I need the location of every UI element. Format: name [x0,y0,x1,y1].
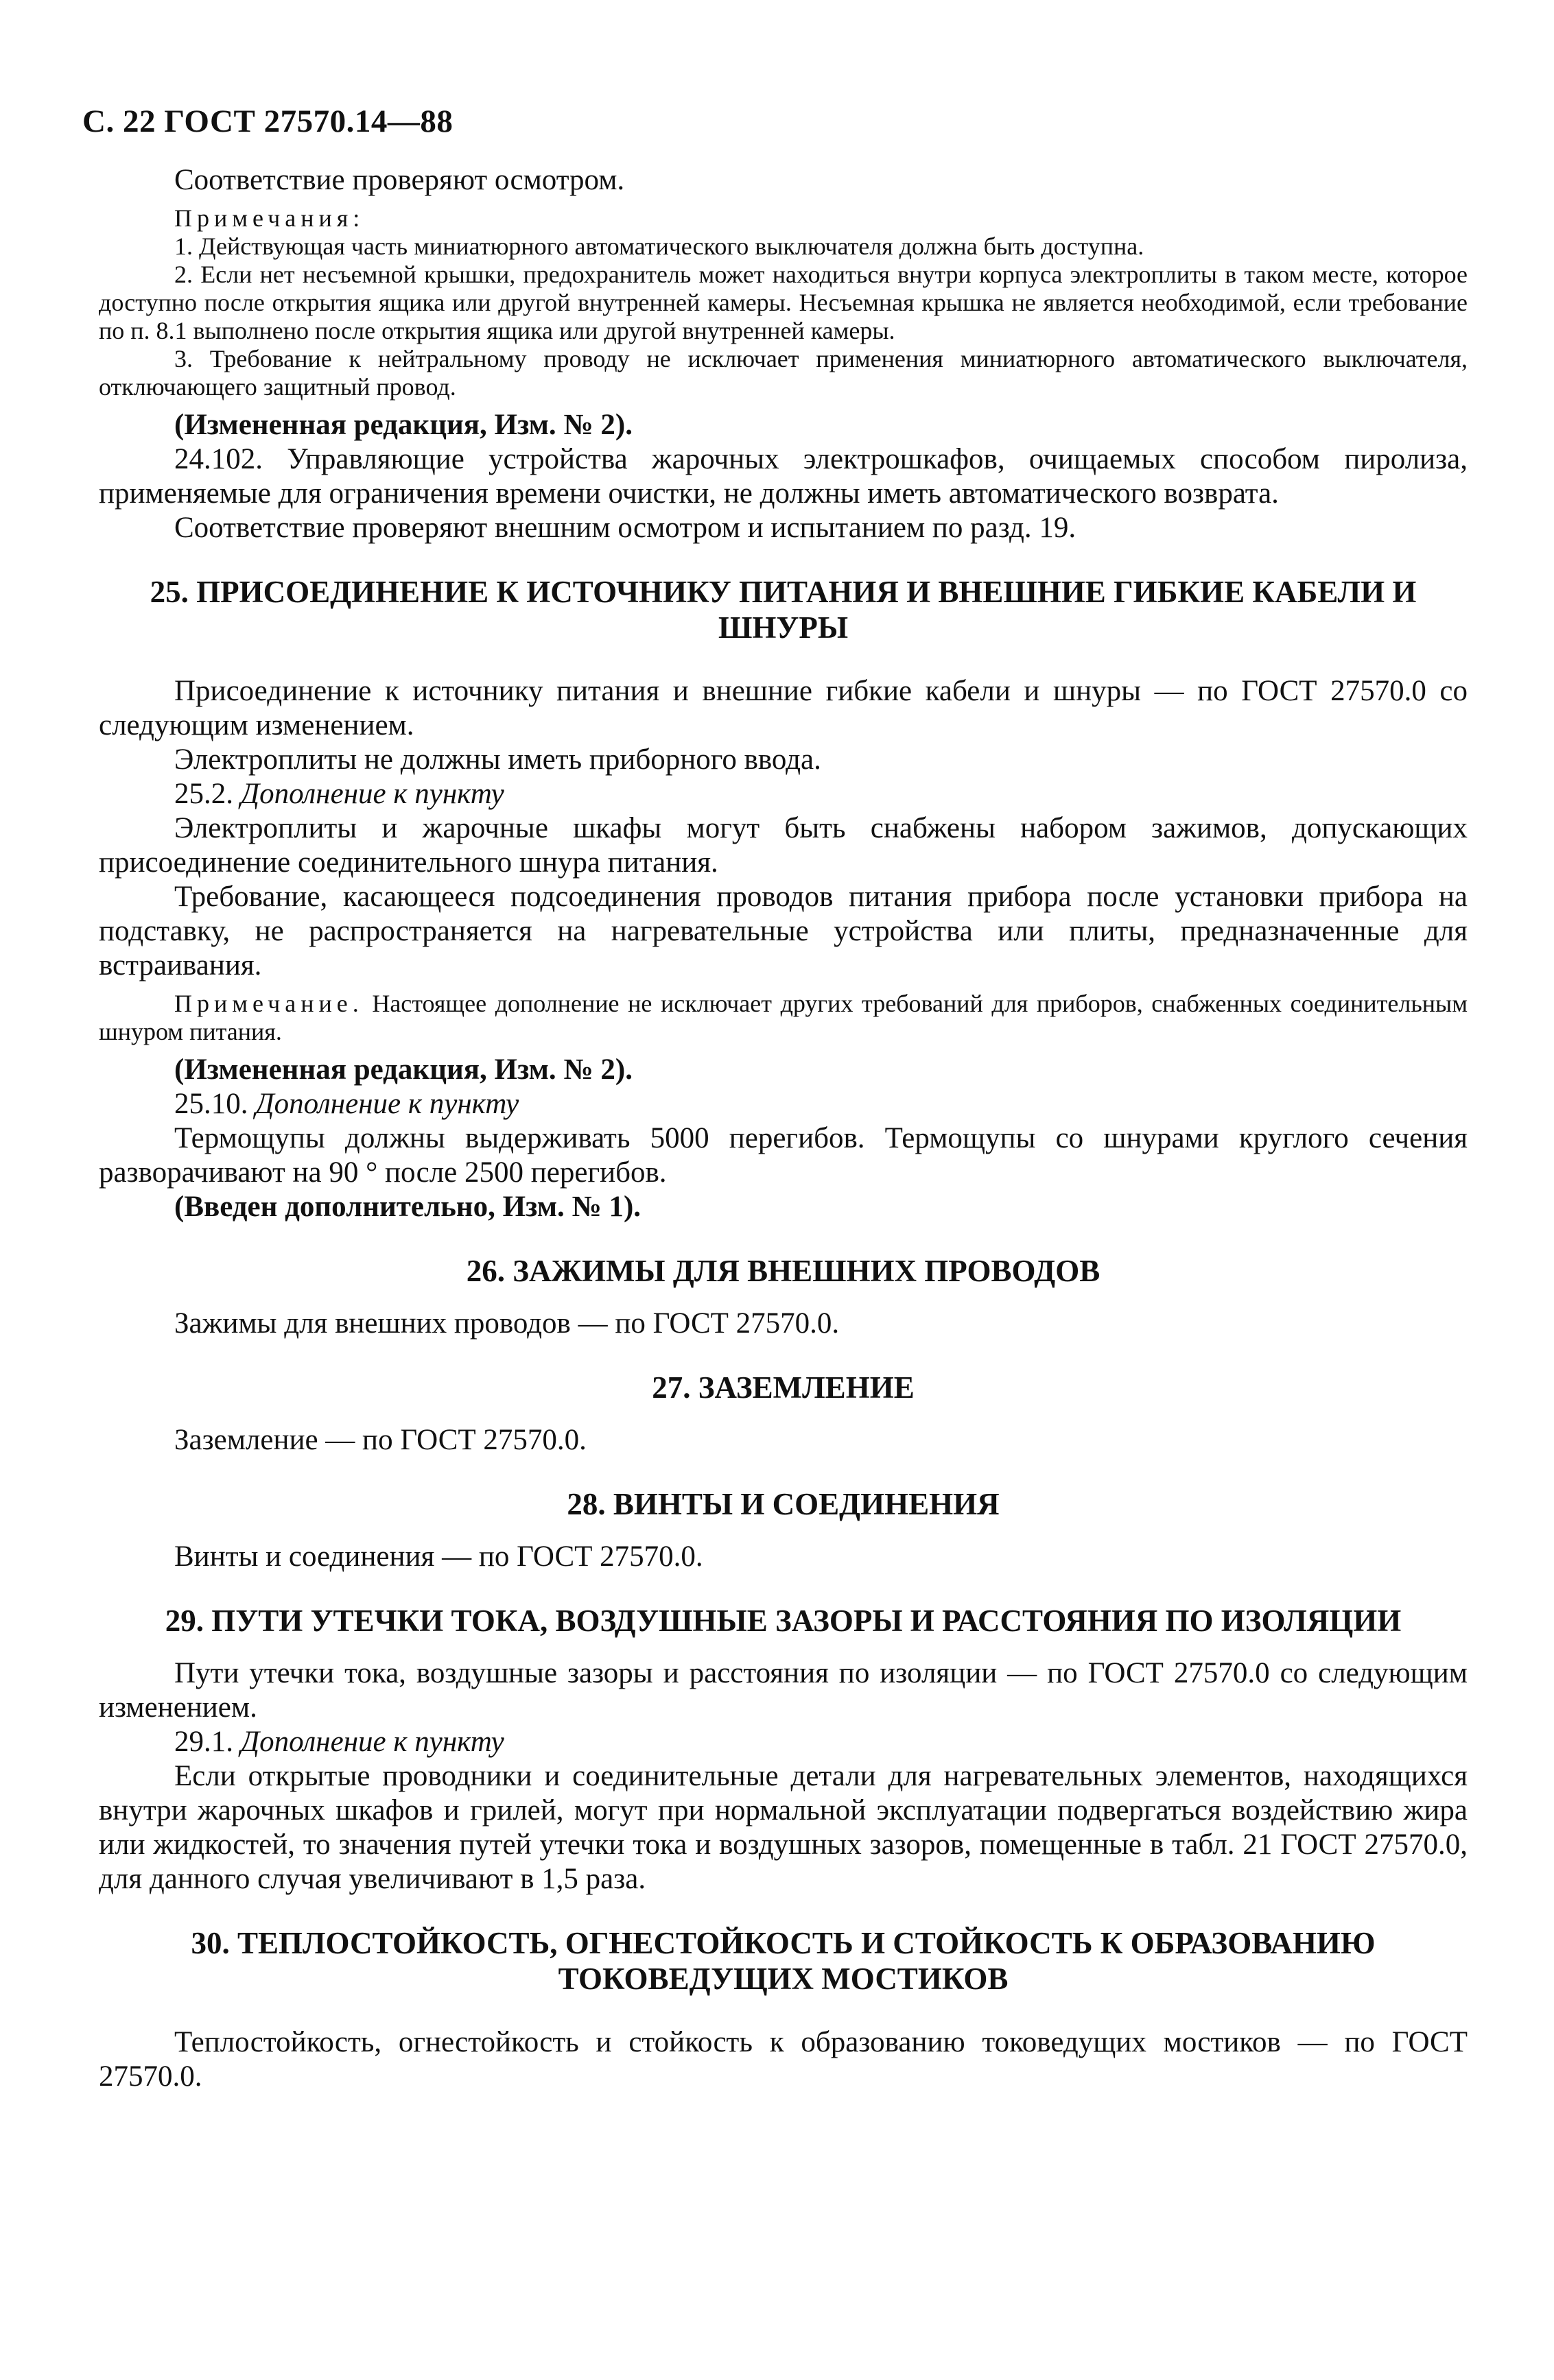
note-item: 2. Если нет несъемной крышки, предохранитель может находиться внутри корпуса электроплиты в таком месте, которое доступно после открытия ящика или другой внутренней камеры. Несъемная крышка не является необходимой, если требование по п. 8.1 выполнено после открытия ящика или другой внутренней камеры. [99,261,1468,344]
paragraph: Электроплиты не должны иметь приборного ввода. [174,743,821,776]
amendment-note: (Измененная редакция, Изм. № 2). [174,409,633,441]
clause-heading [99,1087,1468,1121]
page-header: С. 22 ГОСТ 27570.14—88 [82,104,454,139]
paragraph: Пути утечки тока, воздушные зазоры и расстояния по изоляции — по ГОСТ 27570.0 со следующим изменением. [99,1657,1468,1724]
document-body [99,163,1468,2094]
paragraph: 24.102. Управляющие устройства жарочных электрошкафов, очищаемых способом пиролиза, применяемые для ограничения времени очистки, не должны иметь автоматического возврата. [99,443,1468,510]
note-text: Настоящее дополнение не исключает других требований для приборов, снабженных соединительным шнуром питания. [99,990,1468,1045]
clause-title: Дополнение к пункту [240,1726,504,1758]
note-title: Примечание. [174,990,364,1017]
paragraph: Присоединение к источнику питания и внешние гибкие кабели и шнуры — по ГОСТ 27570.0 со следующим изменением. [99,675,1468,741]
paragraph: Соответствие проверяют внешним осмотром и испытанием по разд. 19. [174,512,1076,544]
paragraph: Соответствие проверяют осмотром. [174,164,625,196]
section-heading: 30. ТЕПЛОСТОЙКОСТЬ, ОГНЕСТОЙКОСТЬ И СТОЙКОСТЬ К ОБРАЗОВАНИЮ ТОКОВЕДУЩИХ МОСТИКОВ [191,1926,1376,1996]
paragraph: Требование, касающееся подсоединения проводов питания прибора после установки прибора на подставку, не распространяется на нагревательные устройства или плиты, предназначенные для встраивания. [99,881,1468,981]
clause-number: 25.10. [174,1088,256,1120]
paragraph: Теплостойкость, огнестойкость и стойкость к образованию токоведущих мостиков — по ГОСТ 27570.0. [99,2026,1468,2093]
section-heading: 26. ЗАЖИМЫ ДЛЯ ВНЕШНИХ ПРОВОДОВ [466,1254,1100,1288]
clause-number: 25.2. [174,778,241,810]
amendment-note: (Измененная редакция, Изм. № 2). [174,1054,633,1086]
amendment-note: (Введен дополнительно, Изм. № 1). [174,1191,641,1223]
note-item: 1. Действующая часть миниатюрного автоматического выключателя должна быть доступна. [174,233,1144,260]
notes-title: Примечания: [174,204,365,232]
paragraph: Зажимы для внешних проводов — по ГОСТ 27570.0. [174,1307,840,1340]
note-item [99,990,1468,1046]
paragraph: Заземление — по ГОСТ 27570.0. [174,1424,587,1456]
section-heading: 29. ПУТИ УТЕЧКИ ТОКА, ВОЗДУШНЫЕ ЗАЗОРЫ И РАССТОЯНИЯ ПО ИЗОЛЯЦИИ [165,1604,1402,1638]
clause-number: 29.1. [174,1726,241,1758]
paragraph: Если открытые проводники и соединительные детали для нагревательных элементов, находящихся внутри жарочных шкафов и грилей, могут при нормальной эксплуатации подвергаться воздействию жира или жидкостей, то значения путей утечки тока и воздушных зазоров, помещенные в табл. 21 ГОСТ 27570.0, для данного случая увеличивают в 1,5 раза. [99,1760,1468,1895]
paragraph: Электроплиты и жарочные шкафы могут быть снабжены набором зажимов, допускающих присоединение соединительного шнура питания. [99,812,1468,879]
note-item: 3. Требование к нейтральному проводу не исключает применения миниатюрного автоматического выключателя, отключающего защитный провод. [99,345,1468,401]
section-heading: 27. ЗАЗЕМЛЕНИЕ [652,1370,915,1405]
clause-title: Дополнение к пункту [255,1088,519,1120]
section-heading: 25. ПРИСОЕДИНЕНИЕ К ИСТОЧНИКУ ПИТАНИЯ И ВНЕШНИЕ ГИБКИЕ КАБЕЛИ И ШНУРЫ [150,575,1417,645]
clause-title: Дополнение к пункту [240,778,504,810]
paragraph: Винты и соединения — по ГОСТ 27570.0. [174,1540,703,1573]
clause-heading [99,1725,1468,1759]
section-heading: 28. ВИНТЫ И СОЕДИНЕНИЯ [567,1487,1000,1521]
clause-heading [99,777,1468,811]
paragraph: Термощупы должны выдерживать 5000 перегибов. Термощупы со шнурами круглого сечения разворачивают на 90 ° после 2500 перегибов. [99,1122,1468,1189]
